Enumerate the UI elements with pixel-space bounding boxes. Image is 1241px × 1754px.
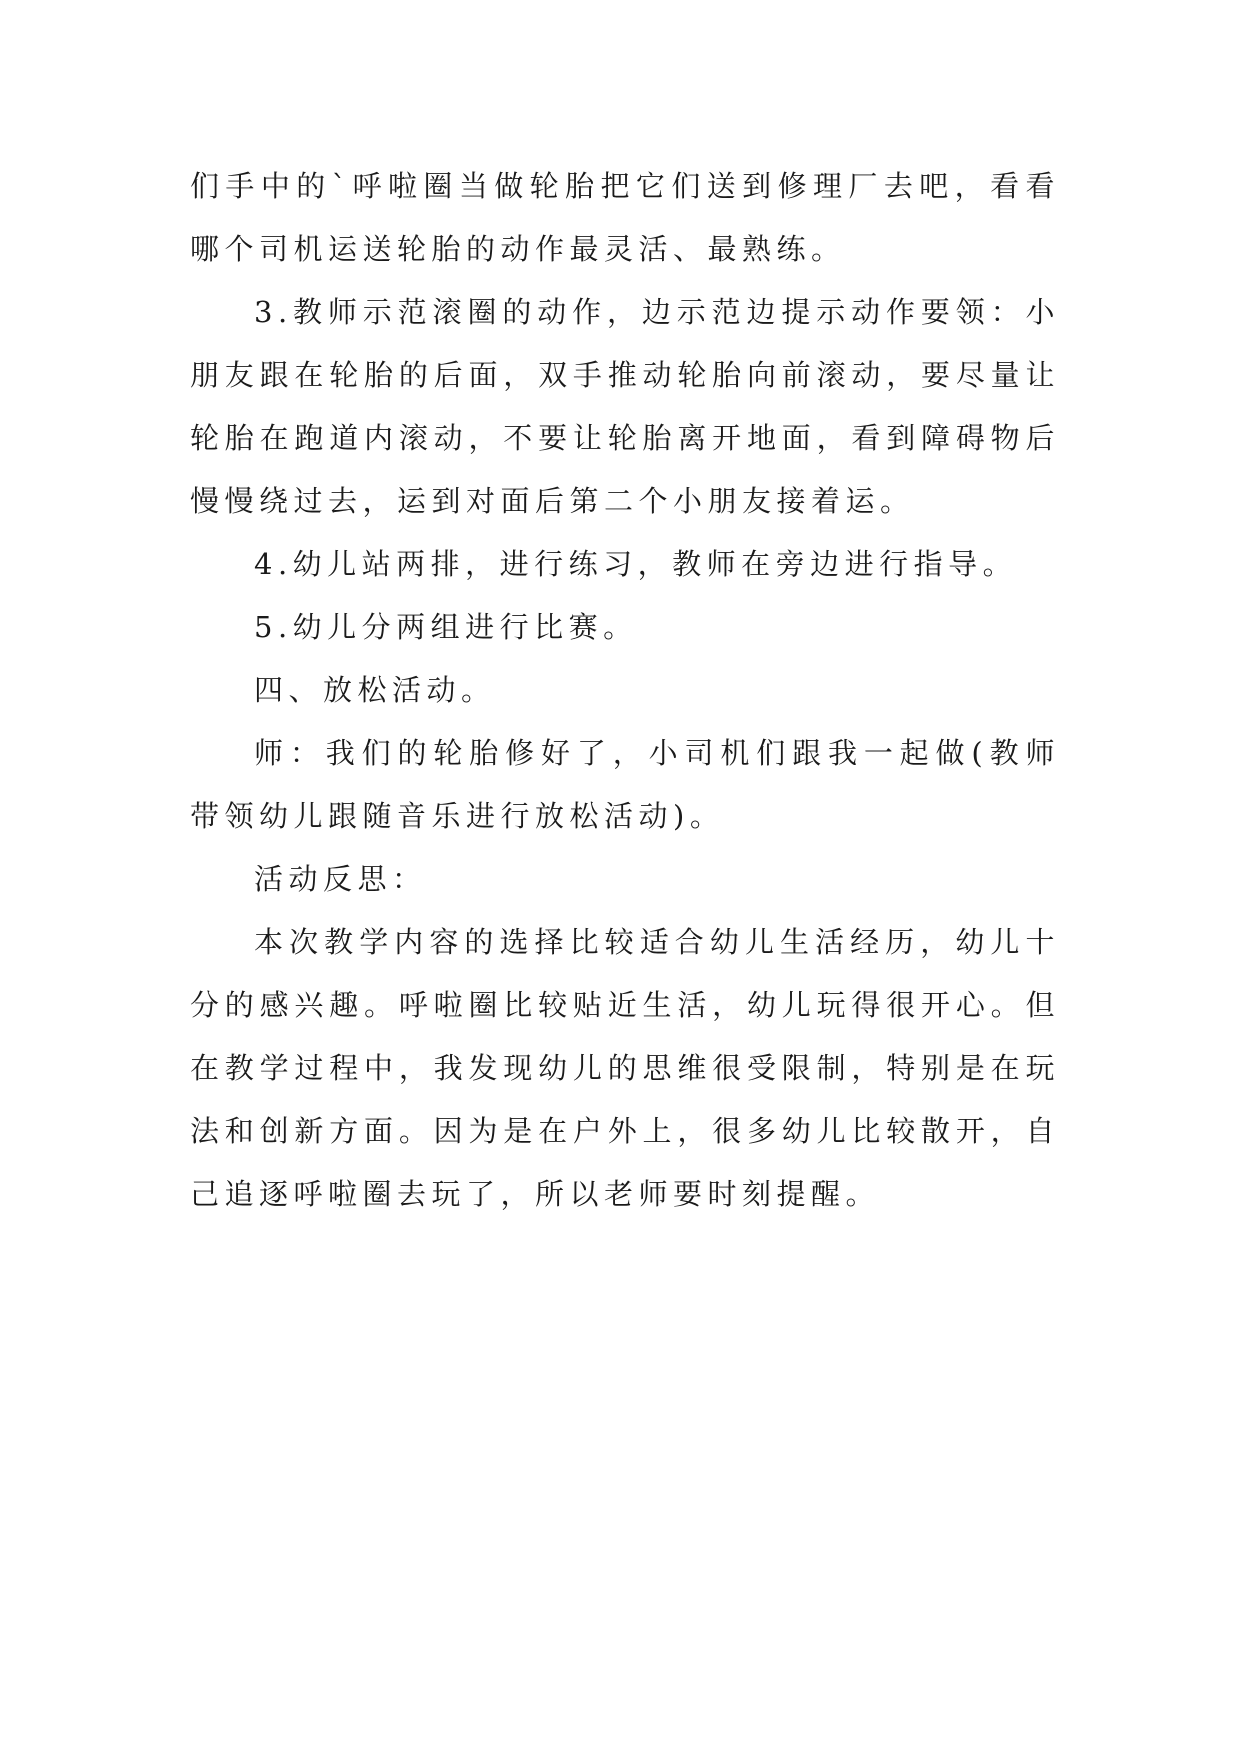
paragraph-teacher-line: 师：我们的轮胎修好了，小司机们跟我一起做(教师带领幼儿跟随音乐进行放松活动)。 [190,736,1060,833]
section-heading-relaxation: 四、放松活动。 [254,673,496,707]
paragraph-step-5: 5.幼儿分两组进行比赛。 [254,610,638,644]
section-heading-reflection: 活动反思： [254,862,427,896]
document-body [190,155,1060,1226]
paragraph-step-4: 4.幼儿站两排，进行练习，教师在旁边进行指导。 [254,547,1018,581]
paragraph-reflection: 本次教学内容的选择比较适合幼儿生活经历，幼儿十分的感兴趣。呼啦圈比较贴近生活，幼儿玩得很开心。但在教学过程中，我发现幼儿的思维很受限制，特别是在玩法和创新方面。因为是在户外上，很多幼儿比较散开，自己追逐呼啦圈去玩了，所以老师要时刻提醒。 [190,925,1060,1211]
paragraph-continuation: 们手中的`呼啦圈当做轮胎把它们送到修理厂去吧，看看哪个司机运送轮胎的动作最灵活、最熟练。 [190,169,1060,266]
paragraph-step-3: 3.教师示范滚圈的动作，边示范边提示动作要领：小朋友跟在轮胎的后面，双手推动轮胎向前滚动，要尽量让轮胎在跑道内滚动，不要让轮胎离开地面，看到障碍物后慢慢绕过去，运到对面后第二个小朋友接着运。 [190,295,1060,518]
